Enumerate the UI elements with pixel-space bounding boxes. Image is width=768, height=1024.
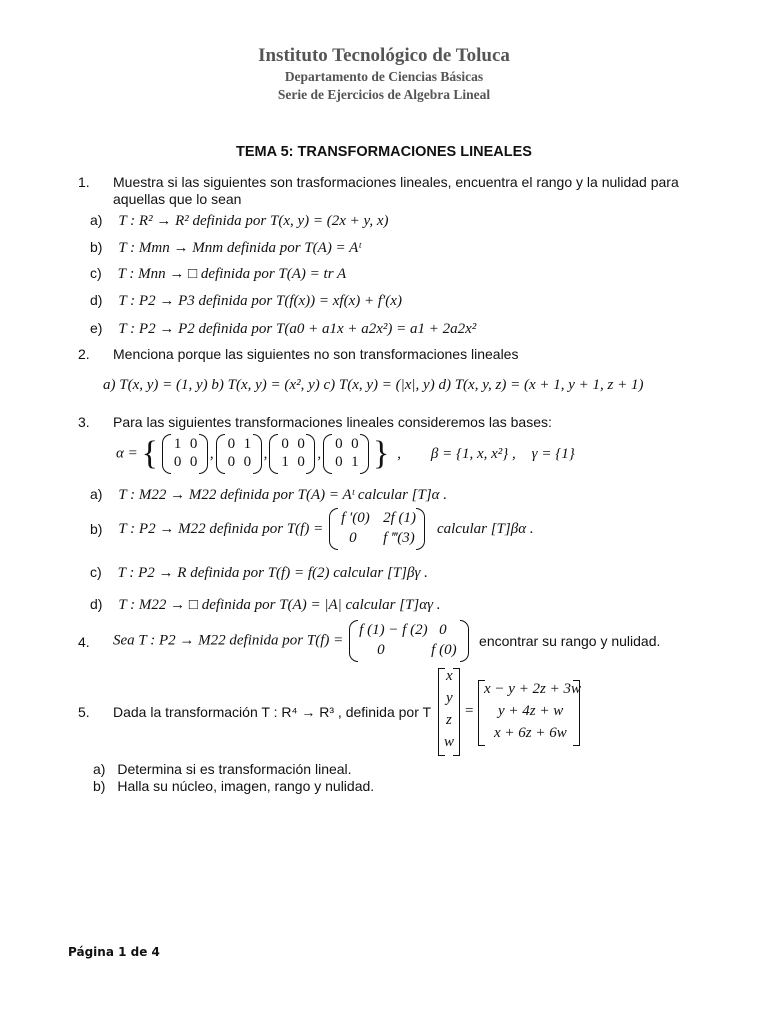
item-math: T : M22 → M22 definida por T(A) = Aᵗ calcular [T]α . [118, 487, 448, 503]
page-title: TEMA 5: TRANSFORMACIONES LINEALES [236, 144, 532, 160]
matrix-cell: 0 [349, 530, 357, 546]
item-text: Determina si es transformación lineal. [117, 761, 352, 777]
q1-item-b [90, 239, 361, 257]
result-vector [478, 680, 580, 746]
gamma-basis: γ = {1} [531, 445, 575, 462]
comma: , [317, 445, 322, 462]
comma: , [209, 445, 214, 462]
item-label: b) [90, 521, 103, 537]
item-label: c) [90, 265, 102, 281]
q1-item-a [90, 212, 389, 230]
vector-entry: z [446, 712, 452, 728]
vector-entry: x [446, 668, 453, 684]
item-label: d) [90, 596, 103, 612]
q4-number: 4. [78, 634, 90, 650]
q2-text: Menciona porque las siguientes no son transformaciones lineales [113, 346, 519, 362]
item-label: b) [93, 778, 106, 794]
bracket-right [573, 680, 580, 746]
matrix-cell: f (0) [431, 642, 457, 658]
paren-left [216, 434, 225, 474]
item-label: c) [90, 564, 102, 580]
matrix-cell: f ′(0) [341, 510, 370, 526]
basis-matrix [216, 434, 262, 474]
alpha-label: α = [116, 445, 138, 462]
matrix-cell: 1 [173, 436, 182, 452]
q3-item-d [90, 596, 441, 614]
item-math: calcular [T]βα . [436, 520, 534, 537]
series-name: Serie de Ejercicios de Algebra Lineal [277, 87, 491, 102]
matrix-cell: 0 [227, 454, 236, 470]
vector-entry: y [446, 690, 453, 706]
item-math: T : M22 → □ definida por T(A) = |A| calcular [T]αγ . [118, 597, 441, 613]
q1-number: 1. [78, 174, 90, 190]
basis-matrices [162, 436, 369, 470]
matrix-cell: 0 [439, 622, 447, 638]
matrix-cell: f ‴(3) [383, 530, 415, 546]
item-label: e) [90, 320, 103, 336]
item-label: a) [93, 761, 106, 777]
paren-left [162, 434, 171, 474]
item-label: b) [90, 239, 103, 255]
document-header [0, 44, 768, 104]
input-vector [438, 668, 460, 756]
paren-left [329, 508, 338, 550]
paren-right [416, 508, 425, 550]
q5-item-b [93, 778, 374, 794]
institute-name: Instituto Tecnológico de Toluca [258, 45, 510, 66]
basis-matrix [269, 434, 315, 474]
matrix-cell: 0 [335, 436, 343, 452]
paren-right [360, 434, 369, 474]
item-text: Halla su núcleo, imagen, rango y nulidad. [117, 778, 375, 794]
vector-entry: x − y + 2z + 3w [484, 681, 582, 697]
matrix-cell: 1 [351, 454, 359, 470]
matrix-cell: 1 [281, 454, 289, 470]
left-brace: { [141, 435, 158, 472]
q1-item-d [90, 292, 402, 310]
matrix-cell: 0 [227, 436, 236, 452]
q2-number: 2. [78, 346, 90, 362]
matrix-cell: 0 [297, 436, 305, 452]
matrix-tf [329, 508, 425, 550]
item-math: T : Mmn → Mnm definida por T(A) = Aᵗ [118, 240, 361, 256]
matrix-cell: 0 [243, 454, 252, 470]
matrix-cell: 1 [243, 436, 252, 452]
matrix-cell: 0 [173, 454, 182, 470]
item-math: T : Mnn → □ definida por T(A) = tr A [117, 266, 347, 282]
matrix-cell: 0 [297, 454, 305, 470]
right-brace: } [373, 435, 390, 472]
comma: , [263, 445, 268, 462]
q5-item-a [93, 761, 352, 777]
q3-item-c [90, 564, 428, 582]
department-name: Departamento de Ciencias Básicas [284, 69, 484, 84]
paren-right [306, 434, 315, 474]
comma: , [397, 445, 401, 462]
paren-left [349, 620, 358, 662]
item-math: T : P2 → M22 definida por T(f) = [118, 520, 324, 537]
matrix-tf [349, 620, 469, 662]
matrix-cell: 0 [189, 454, 198, 470]
paren-right [460, 620, 469, 662]
matrix-cell: 2f (1) [383, 510, 416, 526]
basis-matrix [162, 434, 208, 474]
paren-left [323, 434, 332, 474]
item-math: T : P2 → R definida por T(f) = f(2) calcular [T]βγ . [117, 565, 428, 581]
q1-text-line1: Muestra si las siguientes son trasformaciones lineales, encuentra el rango y la nulidad para [113, 174, 679, 190]
q3-number: 3. [78, 414, 90, 430]
matrix-cell: 0 [281, 436, 289, 452]
matrix-cell: 0 [377, 642, 385, 658]
q4-line [113, 620, 660, 664]
q4-text: encontrar su rango y nulidad. [479, 633, 661, 649]
q3-item-b [90, 508, 534, 552]
q3-text: Para las siguientes transformaciones lineales consideremos las bases: [113, 414, 552, 430]
matrix-cell: f (1) − f (2) [359, 622, 428, 638]
matrix-cell: 0 [189, 436, 198, 452]
q1-item-c [90, 265, 346, 283]
item-math: T : P2 → P3 definida por T(f(x)) = xf(x) + f′(x) [118, 293, 402, 309]
vector-entry: y + 4z + w [498, 703, 564, 719]
matrix-cell: 0 [335, 454, 343, 470]
q1-item-e [90, 320, 476, 338]
q5-text: Dada la transformación T : R⁴ → R³ , definida por T [113, 704, 432, 720]
page-number: Página 1 de 4 [68, 945, 160, 959]
basis-matrix [323, 434, 369, 474]
beta-basis: β = {1, x, x²} , [430, 445, 516, 462]
q4-math: Sea T : P2 → M22 definida por T(f) = [113, 632, 344, 649]
paren-left [269, 434, 278, 474]
q3-item-a [90, 486, 447, 504]
q1-text-line2: aquellas que lo sean [113, 191, 242, 207]
item-label: a) [90, 212, 103, 228]
vector-entry: w [444, 734, 455, 750]
matrix-cell: 0 [351, 436, 359, 452]
q3-bases [116, 434, 575, 478]
q5-number: 5. [78, 704, 90, 720]
equals-sign: = [465, 703, 474, 719]
paren-right [253, 434, 262, 474]
item-label: d) [90, 292, 103, 308]
q2-items: a) T(x, y) = (1, y) b) T(x, y) = (x², y) c) T(x, y) = (|x|, y) d) T(x, y, z) = (x + 1, y + 1, z + 1) [103, 377, 644, 393]
item-math: T : P2 → P2 definida por T(a0 + a1x + a2x²) = a1 + 2a2x² [118, 321, 477, 337]
bracket-right [453, 668, 460, 756]
vector-entry: x + 6z + 6w [494, 725, 567, 741]
paren-right [199, 434, 208, 474]
item-label: a) [90, 486, 103, 502]
item-math: T : R² → R² definida por T(x, y) = (2x + y, x) [118, 213, 389, 229]
